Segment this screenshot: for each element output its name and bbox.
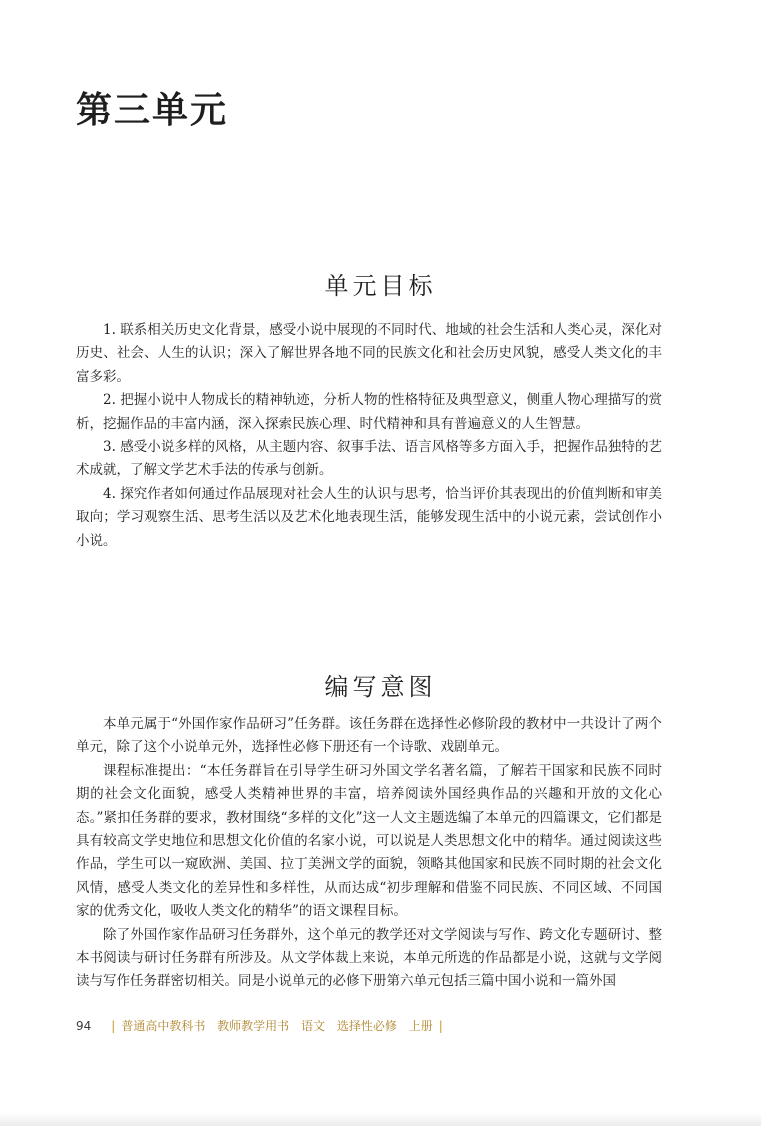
footer-part: 上册	[408, 1019, 433, 1033]
goals-section-title: 单元目标	[324, 272, 437, 300]
footer-volume: 选择性必修	[336, 1019, 397, 1033]
goal-item: 3. 感受小说多样的风格，从主题内容、叙事手法、语言风格等多方面入手，把握作品独特的艺术成就，了解文学艺术手法的传承与创新。	[76, 439, 662, 479]
footer-series: 普通高中教科书	[121, 1019, 206, 1033]
goal-item: 2. 把握小说中人物成长的精神轨迹，分析人物的性格特征及典型意义，侧重人物心理描写的赏析，挖掘作品的丰富内涵，深入探索民族心理、时代精神和具有普遍意义的人生智慧。	[76, 392, 662, 432]
footer-divider: |	[438, 1018, 443, 1033]
unit-title: 第三单元	[76, 89, 229, 131]
page-edge-shadow	[0, 1112, 761, 1126]
intent-body	[76, 713, 662, 994]
goal-item: 4. 探究作者如何通过作品展现对社会人生的认识与思考，恰当评价其表现出的价值判断和审美取向；学习观察生活、思考生活以及艺术化地表现生活，能够发现生活中的小说元素，尝试创作小小说。	[76, 485, 662, 549]
goal-item: 1. 联系相关历史文化背景，感受小说中展现的不同时代、地域的社会生活和人类心灵，深化对历史、社会、人生的认识；深入了解世界各地不同的民族文化和社会历史风貌，感受人类文化的丰富多彩。	[76, 322, 662, 385]
intent-paragraph: 除了外国作家作品研习任务群外，这个单元的教学还对文学阅读与写作、跨文化专题研讨、整本书阅读与研讨任务群有所涉及。从文学体裁上来说，本单元所选的作品都是小说，这就与文学阅读与写作任务群密切相关。同是小说单元的必修下册第六单元包括三篇中国小说和一篇外国	[76, 926, 662, 990]
goals-list	[76, 319, 662, 553]
page-number: 94	[76, 1018, 92, 1033]
footer-subject: 语文	[301, 1019, 326, 1033]
footer-divider: |	[111, 1018, 116, 1033]
footer-book-title: 教师教学用书	[217, 1019, 290, 1033]
intent-paragraph: 课程标准提出：“本任务群旨在引导学生研习外国文学名著名篇，了解若干国家和民族不同时期的社会文化面貌，感受人类精神世界的丰富，培养阅读外国经典作品的兴趣和开放的文化心态。”紧扣任务群的要求，教材围绕“多样的文化”这一人文主题选编了本单元的四篇课文，它们都是具有较高文学史地位和思想文化价值的名家小说，可以说是人类思想文化中的精华。通过阅读这些作品，学生可以一窥欧洲、美国、拉丁美洲文学的面貌，领略其他国家和民族不同时期的社会文化风情，感受人类文化的差异性和多样性，从而达成“初步理解和借鉴不同民族、不同区域、不同国家的优秀文化，吸收人类文化的精华”的语文课程目标。	[76, 762, 662, 920]
intent-section-title: 编写意图	[324, 673, 437, 701]
intent-paragraph: 本单元属于“外国作家作品研习”任务群。该任务群在选择性必修阶段的教材中一共设计了两个单元，除了这个小说单元外，选择性必修下册还有一个诗歌、戏剧单元。	[76, 716, 662, 756]
page-footer	[76, 1017, 449, 1034]
